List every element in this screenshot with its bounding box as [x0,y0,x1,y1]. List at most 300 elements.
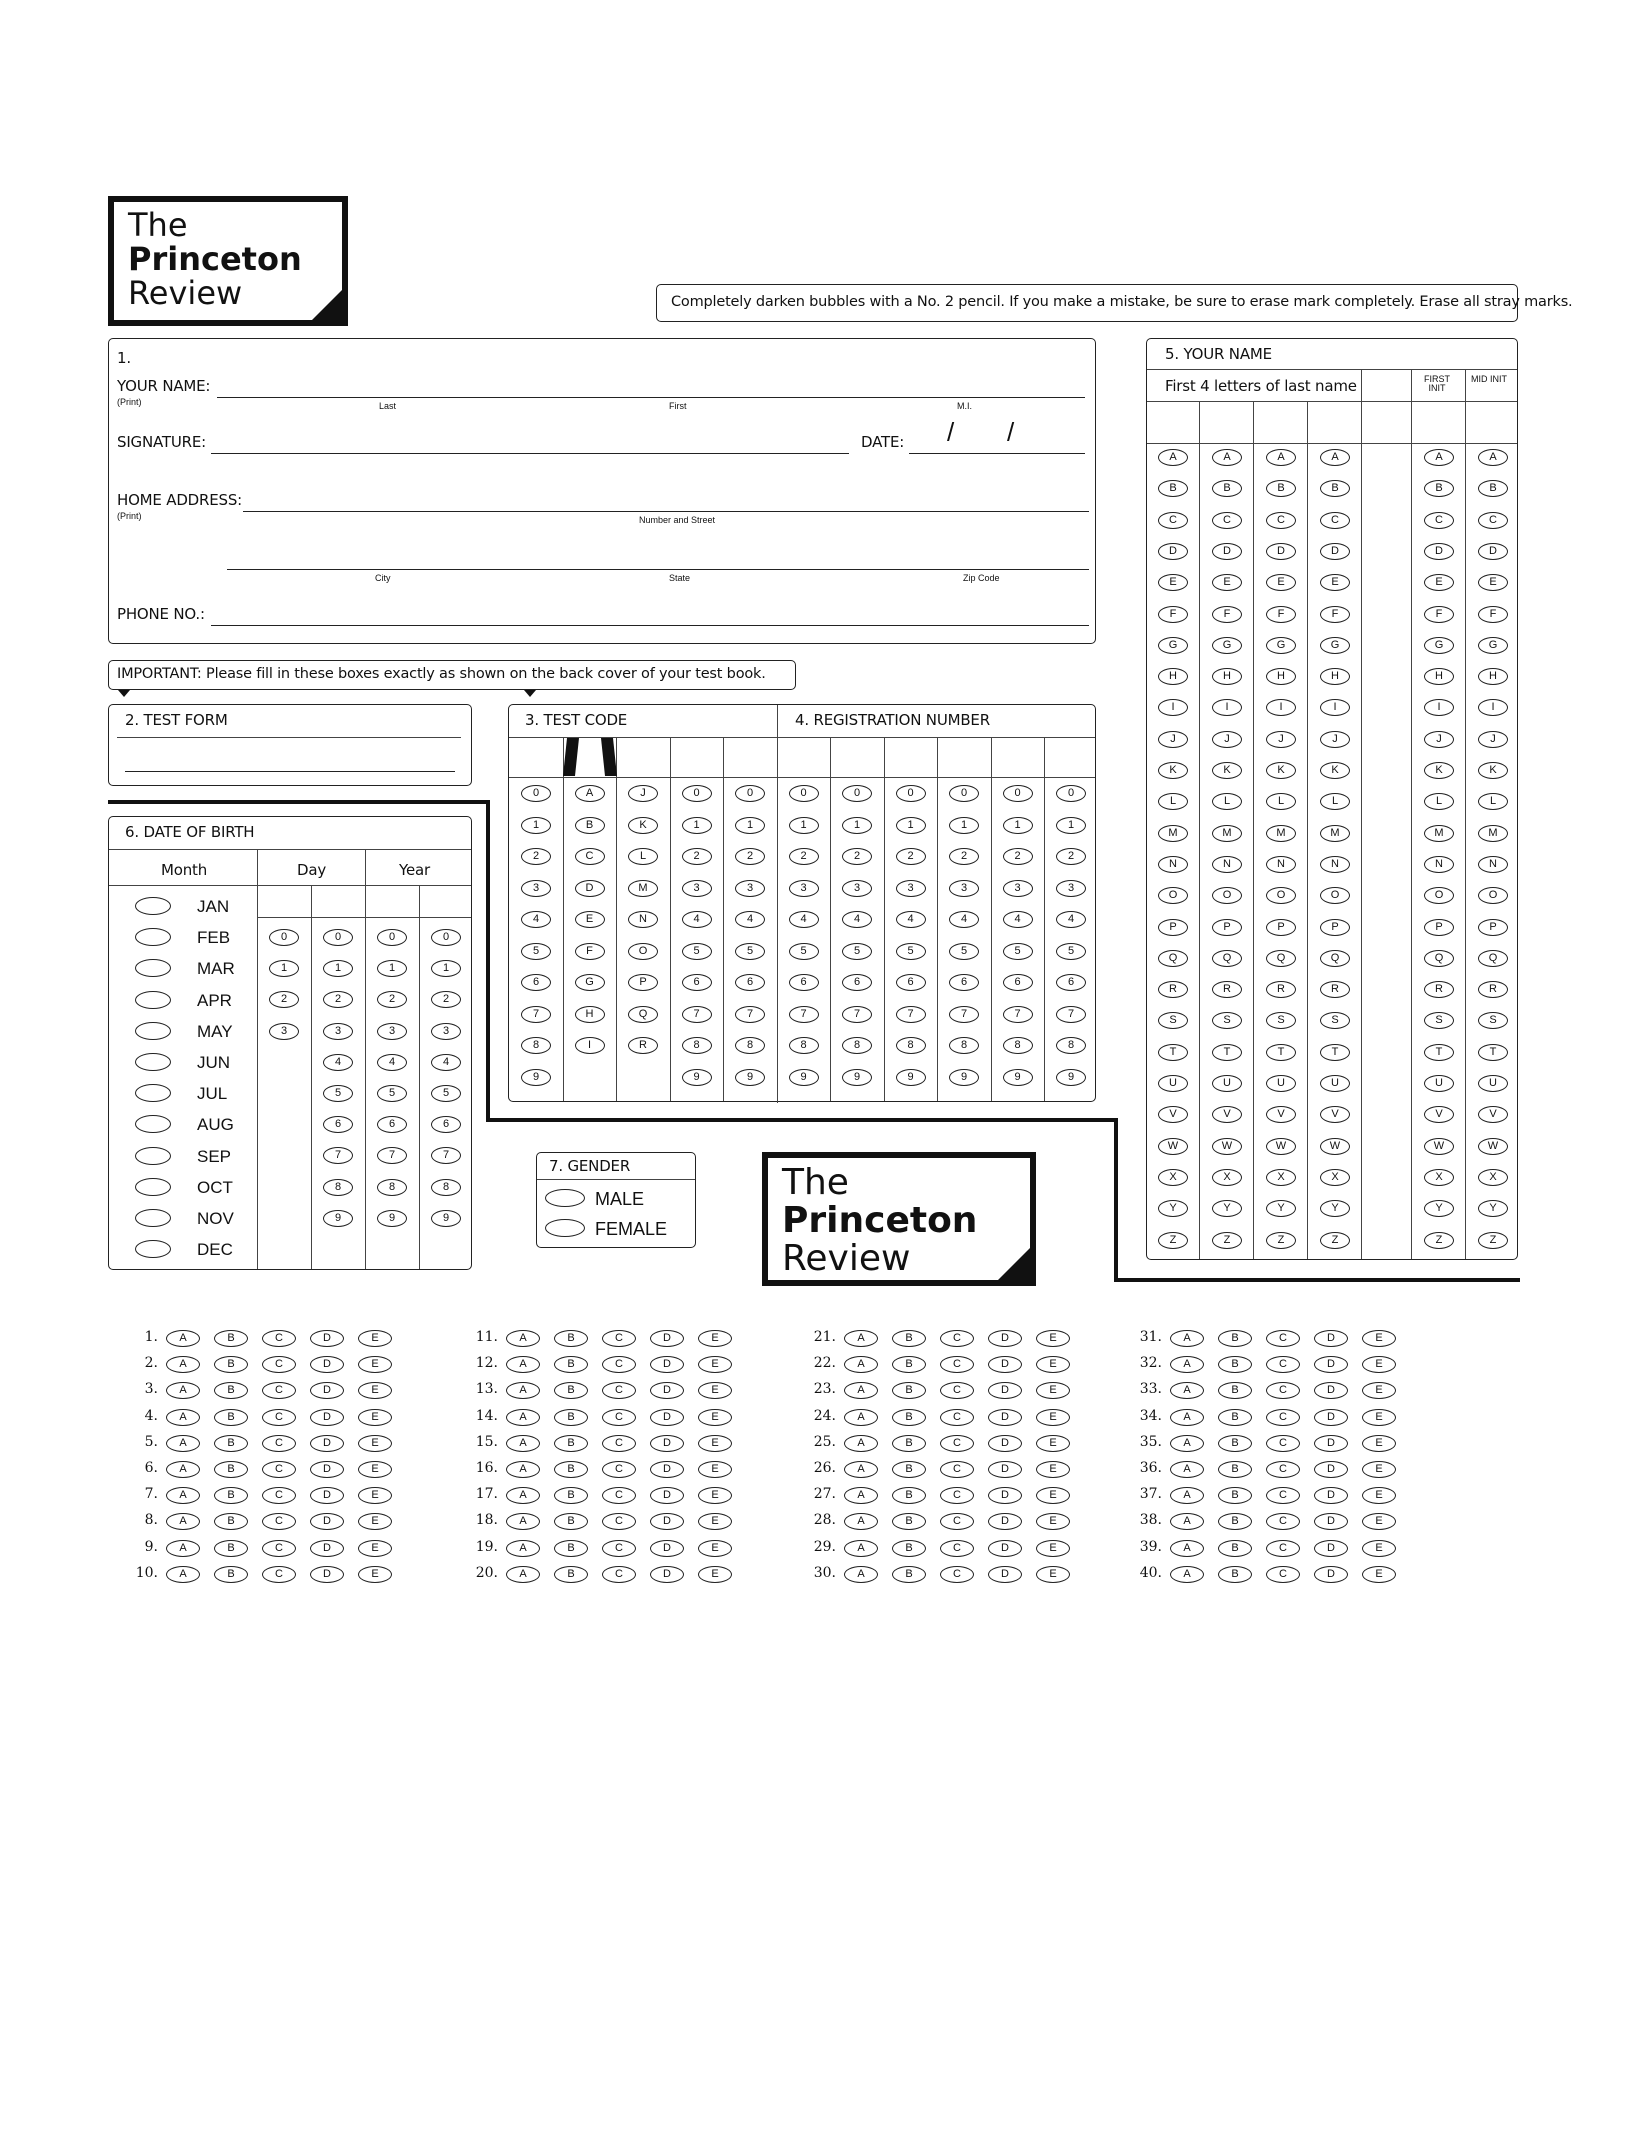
answer-bubble[interactable]: E [1036,1487,1070,1504]
answer-bubble[interactable]: E [1036,1435,1070,1452]
registration-bubble[interactable]: 0 [949,785,979,802]
answer-bubble[interactable]: E [358,1382,392,1399]
last-name-letter-bubble[interactable]: G [1320,637,1350,654]
day-bubble[interactable]: 1 [323,960,353,977]
day-bubble[interactable]: 3 [269,1023,299,1040]
answer-bubble[interactable]: E [1362,1540,1396,1557]
test-code-bubble[interactable]: P [628,974,658,991]
registration-bubble[interactable]: 5 [949,943,979,960]
female-bubble[interactable] [545,1219,585,1237]
answer-bubble[interactable]: C [1266,1409,1300,1426]
registration-bubble[interactable]: 6 [842,974,872,991]
last-name-letter-bubble[interactable]: G [1212,637,1242,654]
registration-bubble[interactable]: 6 [789,974,819,991]
last-name-letter-bubble[interactable]: Q [1266,950,1296,967]
test-code-bubble[interactable]: 6 [735,974,765,991]
first-initial-bubble[interactable]: D [1424,543,1454,560]
last-name-letter-bubble[interactable]: W [1212,1138,1242,1155]
last-name-letter-bubble[interactable]: A [1266,449,1296,466]
answer-bubble[interactable]: A [506,1435,540,1452]
answer-bubble[interactable]: B [214,1461,248,1478]
answer-bubble[interactable]: A [844,1382,878,1399]
registration-bubble[interactable]: 6 [949,974,979,991]
answer-bubble[interactable]: B [1218,1382,1252,1399]
test-code-bubble[interactable]: 9 [682,1069,712,1086]
answer-bubble[interactable]: E [698,1409,732,1426]
answer-bubble[interactable]: A [506,1540,540,1557]
test-code-bubble[interactable]: H [575,1006,605,1023]
year-bubble[interactable]: 2 [377,991,407,1008]
answer-bubble[interactable]: C [940,1487,974,1504]
answer-bubble[interactable]: A [166,1487,200,1504]
test-code-bubble[interactable]: 8 [682,1037,712,1054]
answer-bubble[interactable]: B [1218,1461,1252,1478]
answer-bubble[interactable]: B [1218,1435,1252,1452]
answer-bubble[interactable]: E [358,1435,392,1452]
date-line[interactable] [909,453,1085,454]
answer-bubble[interactable]: E [358,1356,392,1373]
last-name-letter-bubble[interactable]: A [1212,449,1242,466]
last-name-letter-bubble[interactable]: H [1266,668,1296,685]
year-bubble[interactable]: 1 [431,960,461,977]
answer-bubble[interactable]: B [214,1540,248,1557]
answer-bubble[interactable]: D [650,1409,684,1426]
middle-initial-bubble[interactable]: T [1478,1044,1508,1061]
registration-bubble[interactable]: 3 [789,880,819,897]
middle-initial-bubble[interactable]: S [1478,1012,1508,1029]
answer-bubble[interactable]: D [650,1487,684,1504]
first-initial-bubble[interactable]: Y [1424,1200,1454,1217]
registration-bubble[interactable]: 8 [1003,1037,1033,1054]
test-code-bubble[interactable]: O [628,943,658,960]
last-name-letter-bubble[interactable]: F [1266,606,1296,623]
answer-bubble[interactable]: D [650,1461,684,1478]
test-code-bubble[interactable]: M [628,880,658,897]
answer-bubble[interactable]: B [214,1566,248,1583]
middle-initial-bubble[interactable]: I [1478,699,1508,716]
answer-bubble[interactable]: E [1036,1461,1070,1478]
answer-bubble[interactable]: B [214,1330,248,1347]
answer-bubble[interactable]: A [1170,1461,1204,1478]
last-name-letter-bubble[interactable]: T [1320,1044,1350,1061]
day-bubble[interactable]: 5 [323,1085,353,1102]
answer-bubble[interactable]: A [1170,1487,1204,1504]
answer-bubble[interactable]: B [214,1487,248,1504]
registration-bubble[interactable]: 8 [1056,1037,1086,1054]
test-code-bubble[interactable]: 8 [521,1037,551,1054]
last-name-letter-bubble[interactable]: X [1212,1169,1242,1186]
answer-bubble[interactable]: B [1218,1566,1252,1583]
answer-bubble[interactable]: D [1314,1435,1348,1452]
registration-bubble[interactable]: 0 [789,785,819,802]
year-bubble[interactable]: 4 [431,1054,461,1071]
answer-bubble[interactable]: D [988,1513,1022,1530]
last-name-letter-bubble[interactable]: U [1212,1075,1242,1092]
test-code-bubble[interactable]: 0 [735,785,765,802]
last-name-letter-bubble[interactable]: U [1320,1075,1350,1092]
test-code-bubble[interactable]: 1 [682,817,712,834]
last-name-letter-bubble[interactable]: P [1158,919,1188,936]
first-initial-bubble[interactable]: U [1424,1075,1454,1092]
last-name-letter-bubble[interactable]: B [1320,480,1350,497]
first-initial-bubble[interactable]: Z [1424,1232,1454,1249]
month-bubble[interactable] [135,1178,171,1196]
answer-bubble[interactable]: A [166,1540,200,1557]
answer-bubble[interactable]: C [262,1513,296,1530]
test-code-bubble[interactable]: 6 [521,974,551,991]
answer-bubble[interactable]: E [358,1330,392,1347]
day-bubble[interactable]: 8 [323,1179,353,1196]
test-code-bubble[interactable]: F [575,943,605,960]
first-initial-bubble[interactable]: R [1424,981,1454,998]
last-name-letter-bubble[interactable]: C [1320,512,1350,529]
month-bubble[interactable] [135,1147,171,1165]
answer-bubble[interactable]: E [1036,1566,1070,1583]
last-name-letter-bubble[interactable]: E [1212,574,1242,591]
answer-bubble[interactable]: E [698,1461,732,1478]
answer-bubble[interactable]: C [262,1540,296,1557]
answer-bubble[interactable]: B [554,1540,588,1557]
last-name-letter-bubble[interactable]: Y [1266,1200,1296,1217]
answer-bubble[interactable]: D [988,1382,1022,1399]
registration-bubble[interactable]: 7 [1003,1006,1033,1023]
answer-bubble[interactable]: B [1218,1409,1252,1426]
answer-bubble[interactable]: C [940,1409,974,1426]
last-name-letter-bubble[interactable]: K [1158,762,1188,779]
registration-bubble[interactable]: 2 [842,848,872,865]
registration-bubble[interactable]: 7 [896,1006,926,1023]
answer-bubble[interactable]: C [1266,1382,1300,1399]
last-name-letter-bubble[interactable]: L [1266,793,1296,810]
last-name-letter-bubble[interactable]: A [1320,449,1350,466]
first-initial-bubble[interactable]: M [1424,825,1454,842]
first-initial-bubble[interactable]: C [1424,512,1454,529]
answer-bubble[interactable]: D [988,1540,1022,1557]
last-name-letter-bubble[interactable]: M [1320,825,1350,842]
registration-bubble[interactable]: 9 [896,1069,926,1086]
answer-bubble[interactable]: E [698,1330,732,1347]
middle-initial-bubble[interactable]: G [1478,637,1508,654]
registration-bubble[interactable]: 8 [949,1037,979,1054]
registration-bubble[interactable]: 3 [949,880,979,897]
address-line-2[interactable] [227,569,1089,570]
last-name-letter-bubble[interactable]: I [1158,699,1188,716]
last-name-letter-bubble[interactable]: H [1212,668,1242,685]
answer-bubble[interactable]: A [506,1461,540,1478]
last-name-letter-bubble[interactable]: X [1158,1169,1188,1186]
answer-bubble[interactable]: D [650,1330,684,1347]
answer-bubble[interactable]: D [310,1513,344,1530]
answer-bubble[interactable]: E [1362,1356,1396,1373]
year-bubble[interactable]: 7 [377,1147,407,1164]
signature-line[interactable] [211,453,849,454]
middle-initial-bubble[interactable]: A [1478,449,1508,466]
last-name-letter-bubble[interactable]: N [1266,856,1296,873]
test-code-bubble[interactable]: 4 [735,911,765,928]
answer-bubble[interactable]: A [844,1409,878,1426]
month-bubble[interactable] [135,928,171,946]
answer-bubble[interactable]: D [310,1409,344,1426]
registration-bubble[interactable]: 5 [1003,943,1033,960]
middle-initial-bubble[interactable]: E [1478,574,1508,591]
registration-bubble[interactable]: 7 [789,1006,819,1023]
answer-bubble[interactable]: E [1036,1330,1070,1347]
answer-bubble[interactable]: A [506,1409,540,1426]
last-name-letter-bubble[interactable]: Z [1320,1232,1350,1249]
answer-bubble[interactable]: C [262,1356,296,1373]
last-name-letter-bubble[interactable]: G [1158,637,1188,654]
answer-bubble[interactable]: E [1362,1409,1396,1426]
answer-bubble[interactable]: D [310,1487,344,1504]
last-name-letter-bubble[interactable]: D [1212,543,1242,560]
answer-bubble[interactable]: D [650,1435,684,1452]
answer-bubble[interactable]: B [1218,1487,1252,1504]
answer-bubble[interactable]: D [310,1382,344,1399]
answer-bubble[interactable]: C [940,1513,974,1530]
middle-initial-bubble[interactable]: C [1478,512,1508,529]
last-name-letter-bubble[interactable]: I [1212,699,1242,716]
answer-bubble[interactable]: C [940,1461,974,1478]
last-name-letter-bubble[interactable]: J [1212,731,1242,748]
answer-bubble[interactable]: A [1170,1540,1204,1557]
middle-initial-bubble[interactable]: D [1478,543,1508,560]
answer-bubble[interactable]: A [506,1356,540,1373]
test-code-bubble[interactable]: 5 [735,943,765,960]
year-bubble[interactable]: 6 [377,1116,407,1133]
last-name-letter-bubble[interactable]: K [1266,762,1296,779]
registration-bubble[interactable]: 4 [1003,911,1033,928]
first-initial-bubble[interactable]: Q [1424,950,1454,967]
test-code-bubble[interactable]: 3 [521,880,551,897]
answer-bubble[interactable]: D [1314,1461,1348,1478]
answer-bubble[interactable]: A [1170,1435,1204,1452]
registration-bubble[interactable]: 9 [949,1069,979,1086]
answer-bubble[interactable]: A [1170,1513,1204,1530]
first-initial-bubble[interactable]: A [1424,449,1454,466]
registration-bubble[interactable]: 2 [896,848,926,865]
year-bubble[interactable]: 4 [377,1054,407,1071]
answer-bubble[interactable]: E [1036,1513,1070,1530]
answer-bubble[interactable]: B [554,1409,588,1426]
month-bubble[interactable] [135,897,171,915]
answer-bubble[interactable]: B [554,1566,588,1583]
day-bubble[interactable]: 3 [323,1023,353,1040]
test-code-bubble[interactable]: 2 [735,848,765,865]
last-name-letter-bubble[interactable]: T [1212,1044,1242,1061]
last-name-letter-bubble[interactable]: R [1266,981,1296,998]
answer-bubble[interactable]: B [1218,1513,1252,1530]
registration-bubble[interactable]: 8 [789,1037,819,1054]
last-name-letter-bubble[interactable]: W [1266,1138,1296,1155]
answer-bubble[interactable]: E [358,1409,392,1426]
registration-bubble[interactable]: 0 [1003,785,1033,802]
last-name-letter-bubble[interactable]: W [1320,1138,1350,1155]
middle-initial-bubble[interactable]: V [1478,1106,1508,1123]
answer-bubble[interactable]: C [1266,1566,1300,1583]
answer-bubble[interactable]: D [988,1435,1022,1452]
answer-bubble[interactable]: C [262,1487,296,1504]
registration-bubble[interactable]: 6 [896,974,926,991]
answer-bubble[interactable]: A [844,1461,878,1478]
answer-bubble[interactable]: D [1314,1409,1348,1426]
answer-bubble[interactable]: A [166,1461,200,1478]
answer-bubble[interactable]: E [358,1461,392,1478]
registration-bubble[interactable]: 8 [842,1037,872,1054]
answer-bubble[interactable]: E [1362,1566,1396,1583]
answer-bubble[interactable]: C [262,1566,296,1583]
answer-bubble[interactable]: B [214,1356,248,1373]
last-name-letter-bubble[interactable]: Z [1266,1232,1296,1249]
answer-bubble[interactable]: B [892,1513,926,1530]
test-code-bubble[interactable]: 5 [521,943,551,960]
day-bubble[interactable]: 2 [323,991,353,1008]
test-code-bubble[interactable]: 7 [521,1006,551,1023]
year-bubble[interactable]: 6 [431,1116,461,1133]
test-code-bubble[interactable]: G [575,974,605,991]
test-code-bubble[interactable]: 9 [521,1069,551,1086]
answer-bubble[interactable]: C [602,1513,636,1530]
first-initial-bubble[interactable]: P [1424,919,1454,936]
last-name-letter-bubble[interactable]: N [1320,856,1350,873]
test-code-bubble[interactable]: 1 [735,817,765,834]
answer-bubble[interactable]: D [988,1461,1022,1478]
first-initial-bubble[interactable]: I [1424,699,1454,716]
test-code-bubble[interactable]: 7 [735,1006,765,1023]
answer-bubble[interactable]: C [602,1382,636,1399]
last-name-letter-bubble[interactable]: I [1320,699,1350,716]
registration-bubble[interactable]: 0 [1056,785,1086,802]
year-bubble[interactable]: 7 [431,1147,461,1164]
answer-bubble[interactable]: C [1266,1487,1300,1504]
last-name-letter-bubble[interactable]: S [1158,1012,1188,1029]
answer-bubble[interactable]: D [310,1540,344,1557]
middle-initial-bubble[interactable]: Q [1478,950,1508,967]
day-bubble[interactable]: 1 [269,960,299,977]
registration-bubble[interactable]: 5 [1056,943,1086,960]
first-initial-bubble[interactable]: B [1424,480,1454,497]
last-name-letter-bubble[interactable]: P [1212,919,1242,936]
registration-bubble[interactable]: 0 [842,785,872,802]
answer-bubble[interactable]: D [988,1356,1022,1373]
registration-bubble[interactable]: 2 [949,848,979,865]
last-name-letter-bubble[interactable]: T [1158,1044,1188,1061]
answer-bubble[interactable]: E [358,1566,392,1583]
last-name-letter-bubble[interactable]: Y [1320,1200,1350,1217]
month-bubble[interactable] [135,991,171,1009]
last-name-letter-bubble[interactable]: F [1212,606,1242,623]
answer-bubble[interactable]: B [892,1435,926,1452]
last-name-letter-bubble[interactable]: X [1266,1169,1296,1186]
last-name-letter-bubble[interactable]: F [1158,606,1188,623]
test-code-bubble[interactable]: Q [628,1006,658,1023]
last-name-letter-bubble[interactable]: B [1158,480,1188,497]
month-bubble[interactable] [135,1084,171,1102]
last-name-letter-bubble[interactable]: Q [1212,950,1242,967]
last-name-letter-bubble[interactable]: R [1212,981,1242,998]
registration-bubble[interactable]: 9 [842,1069,872,1086]
registration-bubble[interactable]: 5 [789,943,819,960]
answer-bubble[interactable]: B [554,1487,588,1504]
last-name-letter-bubble[interactable]: L [1320,793,1350,810]
registration-bubble[interactable]: 2 [789,848,819,865]
answer-bubble[interactable]: A [1170,1409,1204,1426]
middle-initial-bubble[interactable]: J [1478,731,1508,748]
last-name-letter-bubble[interactable]: S [1266,1012,1296,1029]
answer-bubble[interactable]: A [844,1487,878,1504]
answer-bubble[interactable]: D [650,1513,684,1530]
test-form-line[interactable] [125,771,455,772]
month-bubble[interactable] [135,1022,171,1040]
answer-bubble[interactable]: A [844,1513,878,1530]
first-initial-bubble[interactable]: O [1424,887,1454,904]
last-name-letter-bubble[interactable]: P [1320,919,1350,936]
answer-bubble[interactable]: C [602,1435,636,1452]
first-initial-bubble[interactable]: L [1424,793,1454,810]
answer-bubble[interactable]: A [166,1513,200,1530]
answer-bubble[interactable]: B [554,1356,588,1373]
test-code-bubble[interactable]: 2 [521,848,551,865]
last-name-letter-bubble[interactable]: E [1320,574,1350,591]
test-code-bubble[interactable]: J [628,785,658,802]
answer-bubble[interactable]: C [262,1435,296,1452]
first-initial-bubble[interactable]: W [1424,1138,1454,1155]
test-code-bubble[interactable]: D [575,880,605,897]
registration-bubble[interactable]: 7 [1056,1006,1086,1023]
answer-bubble[interactable]: B [892,1540,926,1557]
registration-bubble[interactable]: 6 [1056,974,1086,991]
test-code-bubble[interactable]: E [575,911,605,928]
answer-bubble[interactable]: B [554,1330,588,1347]
answer-bubble[interactable]: A [506,1566,540,1583]
answer-bubble[interactable]: A [844,1356,878,1373]
first-initial-bubble[interactable]: E [1424,574,1454,591]
answer-bubble[interactable]: B [554,1435,588,1452]
answer-bubble[interactable]: D [650,1356,684,1373]
middle-initial-bubble[interactable]: H [1478,668,1508,685]
answer-bubble[interactable]: D [1314,1382,1348,1399]
year-bubble[interactable]: 0 [431,929,461,946]
last-name-letter-bubble[interactable]: I [1266,699,1296,716]
registration-bubble[interactable]: 1 [1056,817,1086,834]
last-name-letter-bubble[interactable]: V [1212,1106,1242,1123]
last-name-letter-bubble[interactable]: D [1320,543,1350,560]
answer-bubble[interactable]: E [698,1540,732,1557]
answer-bubble[interactable]: B [892,1382,926,1399]
last-name-letter-bubble[interactable]: D [1266,543,1296,560]
test-code-bubble[interactable]: A [575,785,605,802]
answer-bubble[interactable]: E [1362,1382,1396,1399]
address-line-1[interactable] [243,511,1089,512]
answer-bubble[interactable]: C [940,1330,974,1347]
day-bubble[interactable]: 0 [269,929,299,946]
registration-bubble[interactable]: 1 [1003,817,1033,834]
year-bubble[interactable]: 5 [377,1085,407,1102]
answer-bubble[interactable]: B [892,1487,926,1504]
last-name-letter-bubble[interactable]: O [1212,887,1242,904]
answer-bubble[interactable]: E [1036,1540,1070,1557]
answer-bubble[interactable]: E [698,1356,732,1373]
answer-bubble[interactable]: C [602,1330,636,1347]
answer-bubble[interactable]: E [698,1382,732,1399]
male-bubble[interactable] [545,1189,585,1207]
answer-bubble[interactable]: B [892,1461,926,1478]
day-bubble[interactable]: 9 [323,1210,353,1227]
month-bubble[interactable] [135,1115,171,1133]
registration-bubble[interactable]: 3 [1056,880,1086,897]
last-name-letter-bubble[interactable]: K [1212,762,1242,779]
registration-bubble[interactable]: 4 [842,911,872,928]
year-bubble[interactable]: 8 [377,1179,407,1196]
